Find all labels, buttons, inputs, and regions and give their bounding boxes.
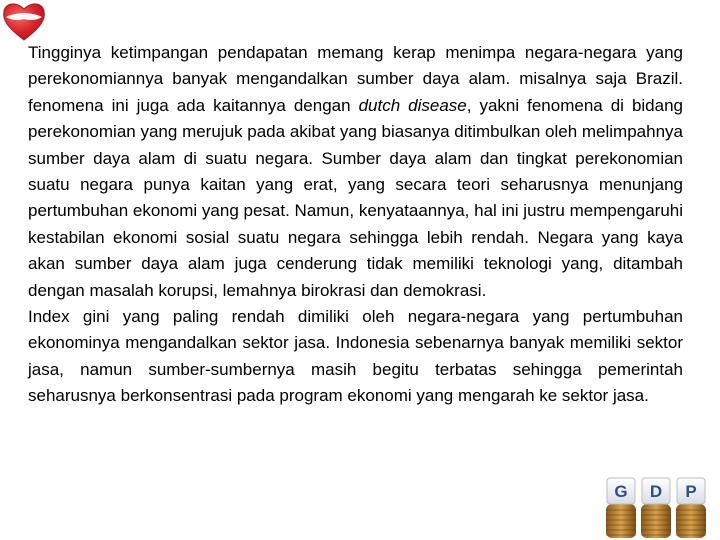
coin-stack-middle bbox=[641, 504, 671, 538]
paragraph-1-text-a: Tingginya ketimpangan pendapatan memang kerap menimpa negara-negara yang perekonomiannya banyak mengandalkan sumber daya alam. misalnya saja Brazil. fenomena ini juga ada kaitannya dengan bbox=[28, 43, 683, 115]
gdp-letter-g: G bbox=[614, 482, 628, 501]
text-body bbox=[28, 40, 683, 410]
paragraph-1-italic: dutch disease bbox=[358, 95, 467, 115]
gdp-coins-graphic bbox=[600, 474, 712, 540]
paragraph-1 bbox=[28, 40, 683, 304]
gdp-letter-p: P bbox=[685, 482, 697, 501]
heart-icon bbox=[0, 0, 48, 44]
coin-stack-right bbox=[676, 504, 706, 538]
coin-stack-left bbox=[606, 504, 636, 538]
paragraph-1-text-b: , yakni fenomena di bidang perekonomian yang merujuk pada akibat yang biasanya ditimbulkan oleh melimpahnya sumber daya alam di suatu negara. Sumber daya alam dan tingkat perekonomian suatu negara punya kaitan yang erat, yang secara teori seharusnya menunjang pertumbuhan ekonomi yang pesat. Namun, kenyataannya, hal ini justru mempengaruhi kestabilan ekonomi sosial suatu negara sehingga lebih rendah. Negara yang kaya akan sumber daya alam juga cenderung tidak memiliki teknologi yang, ditambah dengan masalah korupsi, lemahnya birokrasi dan demokrasi. bbox=[28, 95, 683, 300]
gdp-letter-d: D bbox=[649, 482, 663, 501]
paragraph-2: Index gini yang paling rendah dimiliki oleh negara-negara yang pertumbuhan ekonominya mengandalkan sektor jasa. Indonesia sebenarnya banyak memiliki sektor jasa, namun sumber-sumbernya masih begitu terbatas sehingga pemerintah seharusnya berkonsentrasi pada program ekonomi yang mengarah ke sektor jasa. bbox=[28, 307, 683, 406]
